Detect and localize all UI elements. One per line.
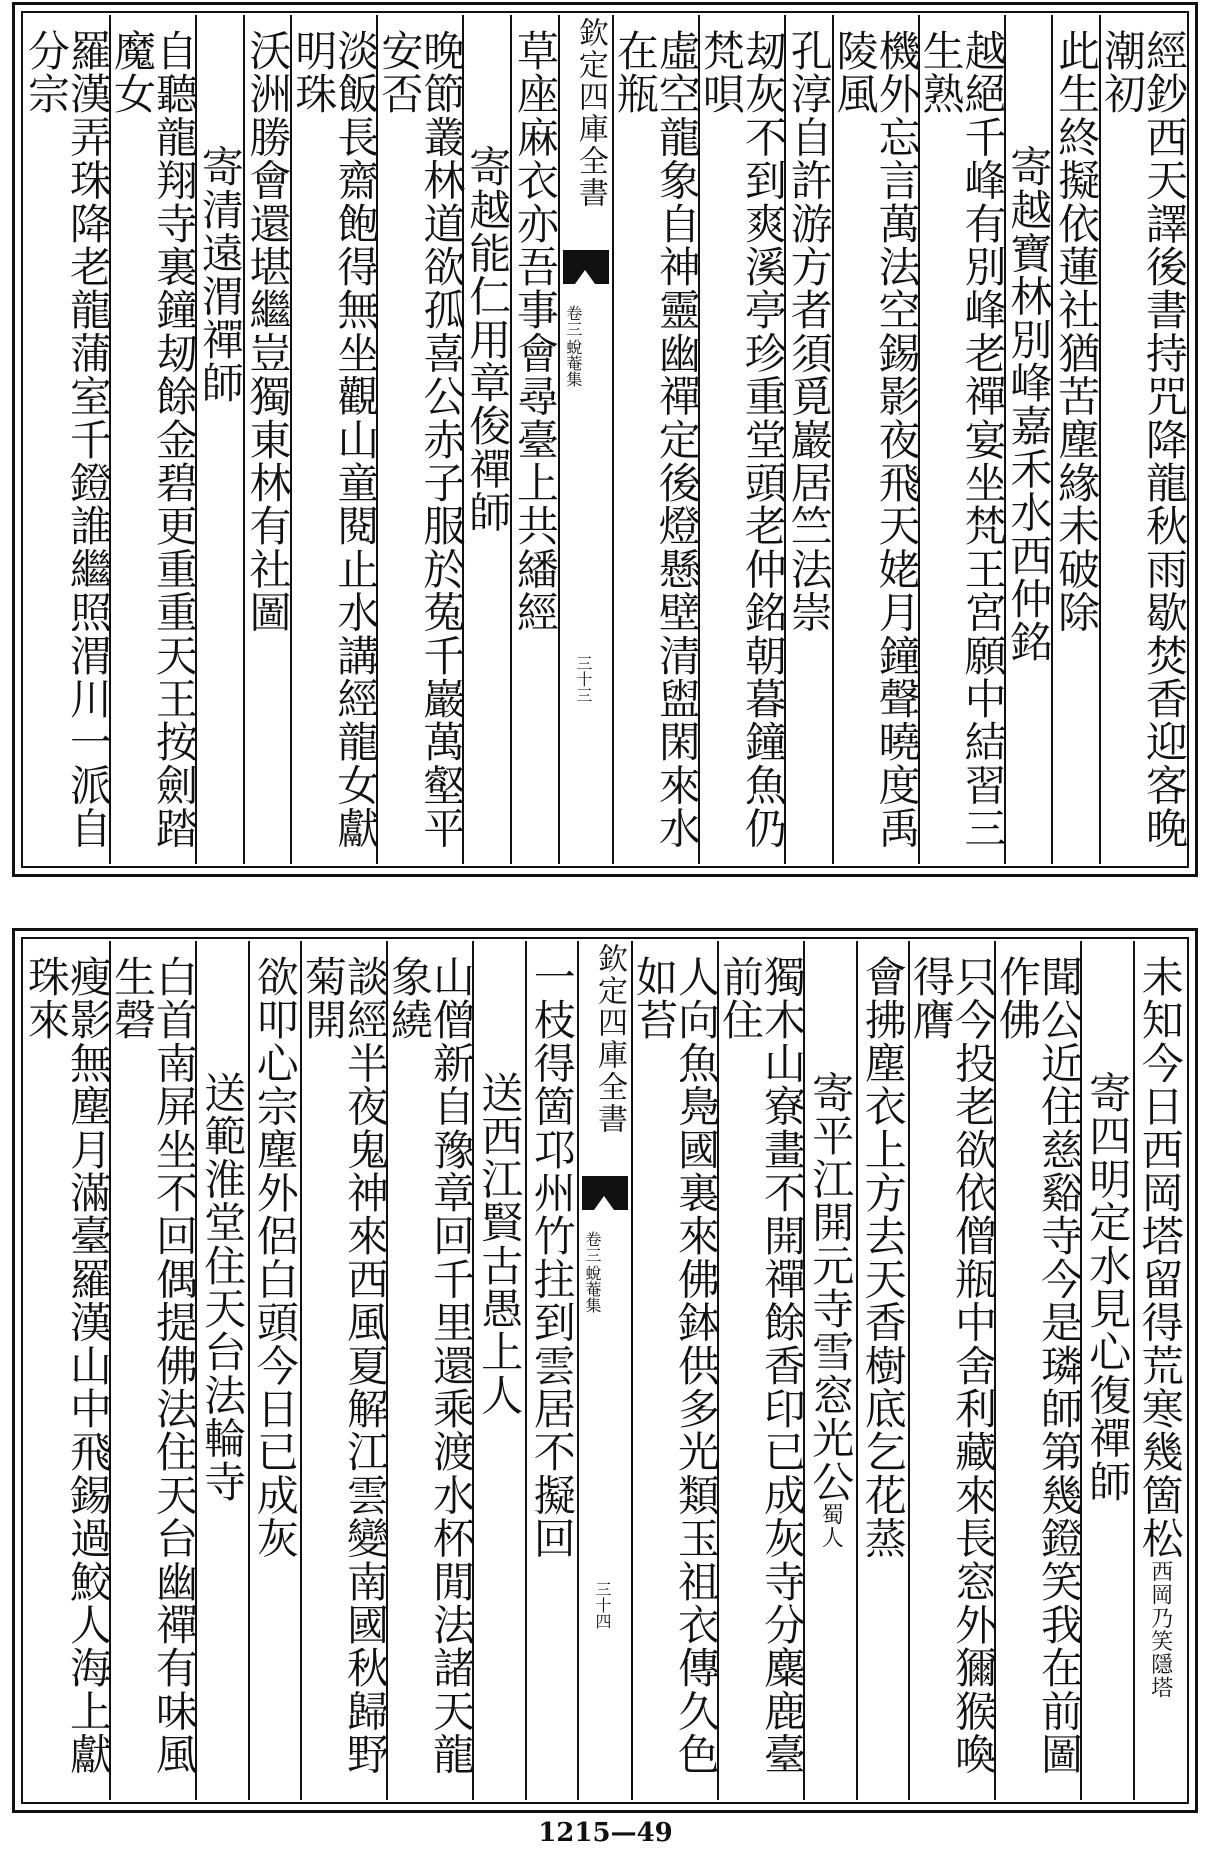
page-footer-number: 1215—49 bbox=[538, 1818, 673, 1848]
text-column: 越絕千峰有別峰老禪宴坐梵王宮願中結習三生熟 bbox=[918, 15, 1004, 864]
book-series-title: 欽定四庫全書 bbox=[592, 943, 627, 1135]
poem-title-column bbox=[803, 941, 856, 1800]
book-volume-label bbox=[564, 305, 582, 387]
volume-name: 卷三 bbox=[563, 305, 583, 337]
text-column: 聞公近住慈谿寺今是璘師第幾鐙笑我在前圖作佛 bbox=[994, 941, 1080, 1800]
center-fold-column bbox=[558, 15, 612, 864]
upper-page bbox=[12, 2, 1198, 877]
lower-page bbox=[12, 928, 1198, 1813]
annotation-note: 蜀人 bbox=[818, 1503, 844, 1550]
lower-columns bbox=[22, 941, 1185, 1800]
text-column: 欲叩心宗塵外侶白頭今日已成灰 bbox=[248, 941, 301, 1800]
fish-tail-mark-icon bbox=[582, 1176, 628, 1210]
column-text: 未知今日西岡塔留得荒寒幾箇松 bbox=[1135, 955, 1185, 1560]
text-column: 草座麻衣亦吾事會尋臺上共繙經 bbox=[510, 15, 558, 864]
text-column: 一枝得箇邛州竹拄到雲居不擬回 bbox=[525, 941, 578, 1800]
text-column: 瘦影無塵月滿臺羅漢山中飛錫過鮫人海上獻珠來 bbox=[22, 955, 113, 1776]
poem-title-column: 寄四明定水見心復禪師 bbox=[1080, 941, 1133, 1800]
text-column: 山僧新自豫章回千里還乘渡水杯閒法諸天龍象繞 bbox=[386, 941, 472, 1800]
book-volume-label bbox=[583, 1231, 601, 1313]
folio-number: 三十三 bbox=[573, 655, 593, 703]
text-column: 自聽龍翔寺裏鐘刼餘金碧更重重天王按劍踏魔女 bbox=[109, 15, 195, 864]
text-column bbox=[1133, 941, 1186, 1800]
folio-number: 三十四 bbox=[593, 1581, 612, 1629]
text-column: 晚節叢林道欲孤喜公赤子服於菟千巖萬壑平安否 bbox=[376, 15, 462, 864]
text-column: 談經半夜鬼神來西風夏解江雲變南國秋歸野菊開 bbox=[300, 941, 386, 1800]
text-column: 羅漢弄珠降老龍蒲室千鐙誰繼照渭川一派自分宗 bbox=[21, 29, 113, 850]
text-column: 淡飯長齋飽得無坐觀山童閱止水講經龍女獻明珠 bbox=[290, 15, 376, 864]
annotation-note: 西岡乃笑隱塔 bbox=[1147, 1559, 1173, 1700]
text-column: 虛空龍象自神靈幽禪定後燈懸壁清盥閑來水在瓶 bbox=[612, 15, 698, 864]
text-column: 人向魚鳧國裏來佛鉢供多光類玉祖衣傳久色如苔 bbox=[631, 941, 717, 1800]
text-column: 會拂塵衣上方去天香樹底乞花蒸 bbox=[856, 941, 909, 1800]
column-text: 寄平江開元寺雪窓光公 bbox=[806, 1071, 856, 1503]
poem-title-column: 寄越能仁用章俊禪師 bbox=[462, 15, 510, 864]
text-column: 沃洲勝會還堪繼豈獨東林有社圖 bbox=[243, 15, 291, 864]
text-column: 獨木山寮畫不開禪餘香印已成灰寺分麋鹿臺前住 bbox=[717, 941, 803, 1800]
upper-columns bbox=[21, 15, 1189, 864]
book-series-title: 欽定四庫全書 bbox=[572, 17, 608, 209]
center-fold-column bbox=[577, 941, 631, 1800]
text-column: 只今投老欲依僧瓶中舍利藏來長窓外獮猴喚得膺 bbox=[908, 941, 994, 1800]
poem-title-column: 送西江賢古愚上人 bbox=[472, 941, 525, 1800]
fish-tail-mark-icon bbox=[563, 250, 609, 284]
text-column: 刼灰不到爽溪亭珍重堂頭老仲銘朝暮鐘魚仍梵唄 bbox=[698, 15, 784, 864]
text-column: 此生終擬依蓮社猶苦塵緣未破除 bbox=[1051, 15, 1099, 864]
text-column: 經鈔西天譯後書持咒降龍秋雨歇焚香迎客晚潮初 bbox=[1099, 15, 1185, 864]
book-name: 蛻菴集 bbox=[583, 1265, 602, 1313]
poem-title-column: 寄越寶林別峰嘉禾水西仲銘 bbox=[1004, 15, 1052, 864]
book-name: 蛻菴集 bbox=[563, 339, 583, 387]
poem-title-column: 送範淮堂住天台法輪寺 bbox=[195, 941, 248, 1800]
text-column: 孔淳自許游方者須覓巖居竺法崇 bbox=[784, 15, 832, 864]
poem-title-column: 寄清遠渭禪師 bbox=[195, 15, 243, 864]
text-column: 白首南屏坐不回偶提佛法住天台幽禪有味風生磬 bbox=[109, 941, 195, 1800]
volume-name: 卷三 bbox=[583, 1231, 602, 1263]
text-column: 機外忘言萬法空錫影夜飛天姥月鐘聲曉度禹陵風 bbox=[832, 15, 918, 864]
